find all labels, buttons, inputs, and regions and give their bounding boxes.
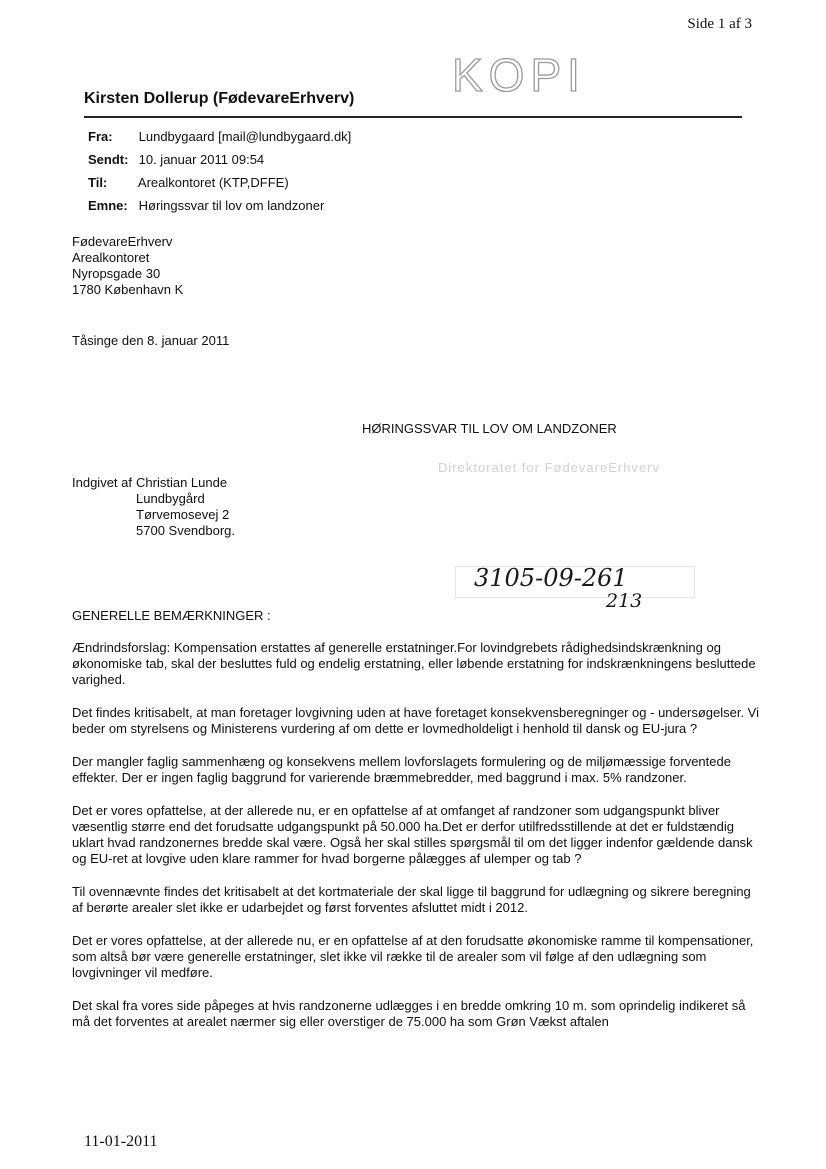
body-paragraph: Ændrindsforslag: Kompensation erstattes af generelle erstatninger.For lovindgrebets rådighedsindskrænkning og økonomiske tab, skal der besluttes fuld og endelig erstatning, eller løbende erstatning for indskrænkningens besluttede varighed. (72, 640, 756, 687)
submitter-address (136, 475, 235, 539)
body-paragraph: Det skal fra vores side påpeges at hvis randzonerne udlægges i en bredde omkring 10 m. som oprindelig indikeret så må det forventes at arealet nærmer sig eller overstiger de 75.000 ha som Grøn Vækst aftalen (72, 998, 746, 1029)
letter-heading: HØRINGSSVAR TIL LOV OM LANDZONER (362, 421, 617, 436)
body-paragraph: Det er vores opfattelse, at der allerede nu, er en opfattelse af at omfanget af randzoner som udgangspunkt bliver væsentlig større end det forudsatte udgangspunkt på 50.000 ha.Det er derfor utilfredsstillende at det er fuldstændig uklart hvad randzonernes bredde skal være. Også her skal stilles spørgsmål til om det ligger indenfor gældende dansk og EU-ret at lovgive uden klare rammer for hvad borgerne pålægges af ulemper og tab ? (72, 803, 753, 866)
received-stamp: Direktoratet for FødevareErhverv (438, 460, 661, 475)
header-row-subject (88, 197, 351, 220)
address-line: Lundbygård (136, 491, 205, 506)
title-divider (84, 116, 742, 118)
address-line: 1780 København K (72, 282, 184, 297)
header-row-from (88, 128, 351, 151)
submitted-by-label: Indgivet af (72, 475, 132, 490)
header-key: Til: (88, 175, 108, 190)
address-line: 5700 Svendborg. (136, 523, 236, 538)
address-line: FødevareErhverv (72, 234, 173, 249)
body-paragraph: Det er vores opfattelse, at der allerede nu, er en opfattelse af at den forudsatte økonomiske ramme til kompensationer, som altså bør være generelle erstatninger, slet ikke vil række til de arealer som vil følge af den udlægning som lovgivninger vil medføre. (72, 933, 754, 980)
email-header (88, 128, 351, 220)
body-paragraph: Der mangler faglig sammenhæng og konsekvens mellem lovforslagets formulering og de miljømæssige forventede effekter. Der er ingen faglig baggrund for varierende bræmmebredder, med baggrund i max. 5% randzoner. (72, 754, 731, 785)
email-title: Kirsten Dollerup (FødevareErhverv) (84, 90, 355, 107)
address-line: Christian Lunde (136, 475, 228, 490)
footer-date: 11-01-2011 (84, 1133, 158, 1150)
header-row-to (88, 174, 351, 197)
header-key: Emne: (88, 198, 128, 213)
header-value: Høringssvar til lov om landzoner (138, 198, 325, 213)
page-number: Side 1 af 3 (687, 16, 752, 32)
header-key: Sendt: (88, 152, 129, 167)
handwritten-case-number: 3105-09-261 (474, 564, 628, 592)
letter-body (72, 640, 762, 1047)
body-paragraph: Til ovennævnte findes det kritisabelt at det kortmateriale der skal ligge til baggrund for udlægning og sikrere beregning af berørte arealer slet ikke er udarbejdet og først forventes afsluttet midt i 2012. (72, 884, 751, 915)
place-date: Tåsinge den 8. januar 2011 (72, 333, 230, 348)
header-value: Arealkontoret (KTP,DFFE) (137, 175, 289, 190)
header-row-sent (88, 151, 351, 174)
handwritten-sub-number: 213 (606, 590, 643, 612)
address-line: Arealkontoret (72, 250, 150, 265)
address-line: Tørvemosevej 2 (136, 507, 230, 522)
kopi-stamp: KOPI (452, 49, 586, 101)
recipient-address (72, 234, 183, 298)
header-value: 10. januar 2011 09:54 (138, 152, 265, 167)
section-title: GENERELLE BEMÆRKNINGER : (72, 608, 271, 623)
address-line: Nyropsgade 30 (72, 266, 161, 281)
header-value: Lundbygaard [mail@lundbygaard.dk] (138, 129, 352, 144)
body-paragraph: Det findes kritisabelt, at man foretager lovgivning uden at have foretaget konsekvensberegninger og - undersøgelser. Vi beder om styrelsens og Ministerens vurdering af om dette er lovmedholdeligt i henhold til dansk og EU-jura ? (72, 705, 760, 736)
header-key: Fra: (88, 129, 113, 144)
